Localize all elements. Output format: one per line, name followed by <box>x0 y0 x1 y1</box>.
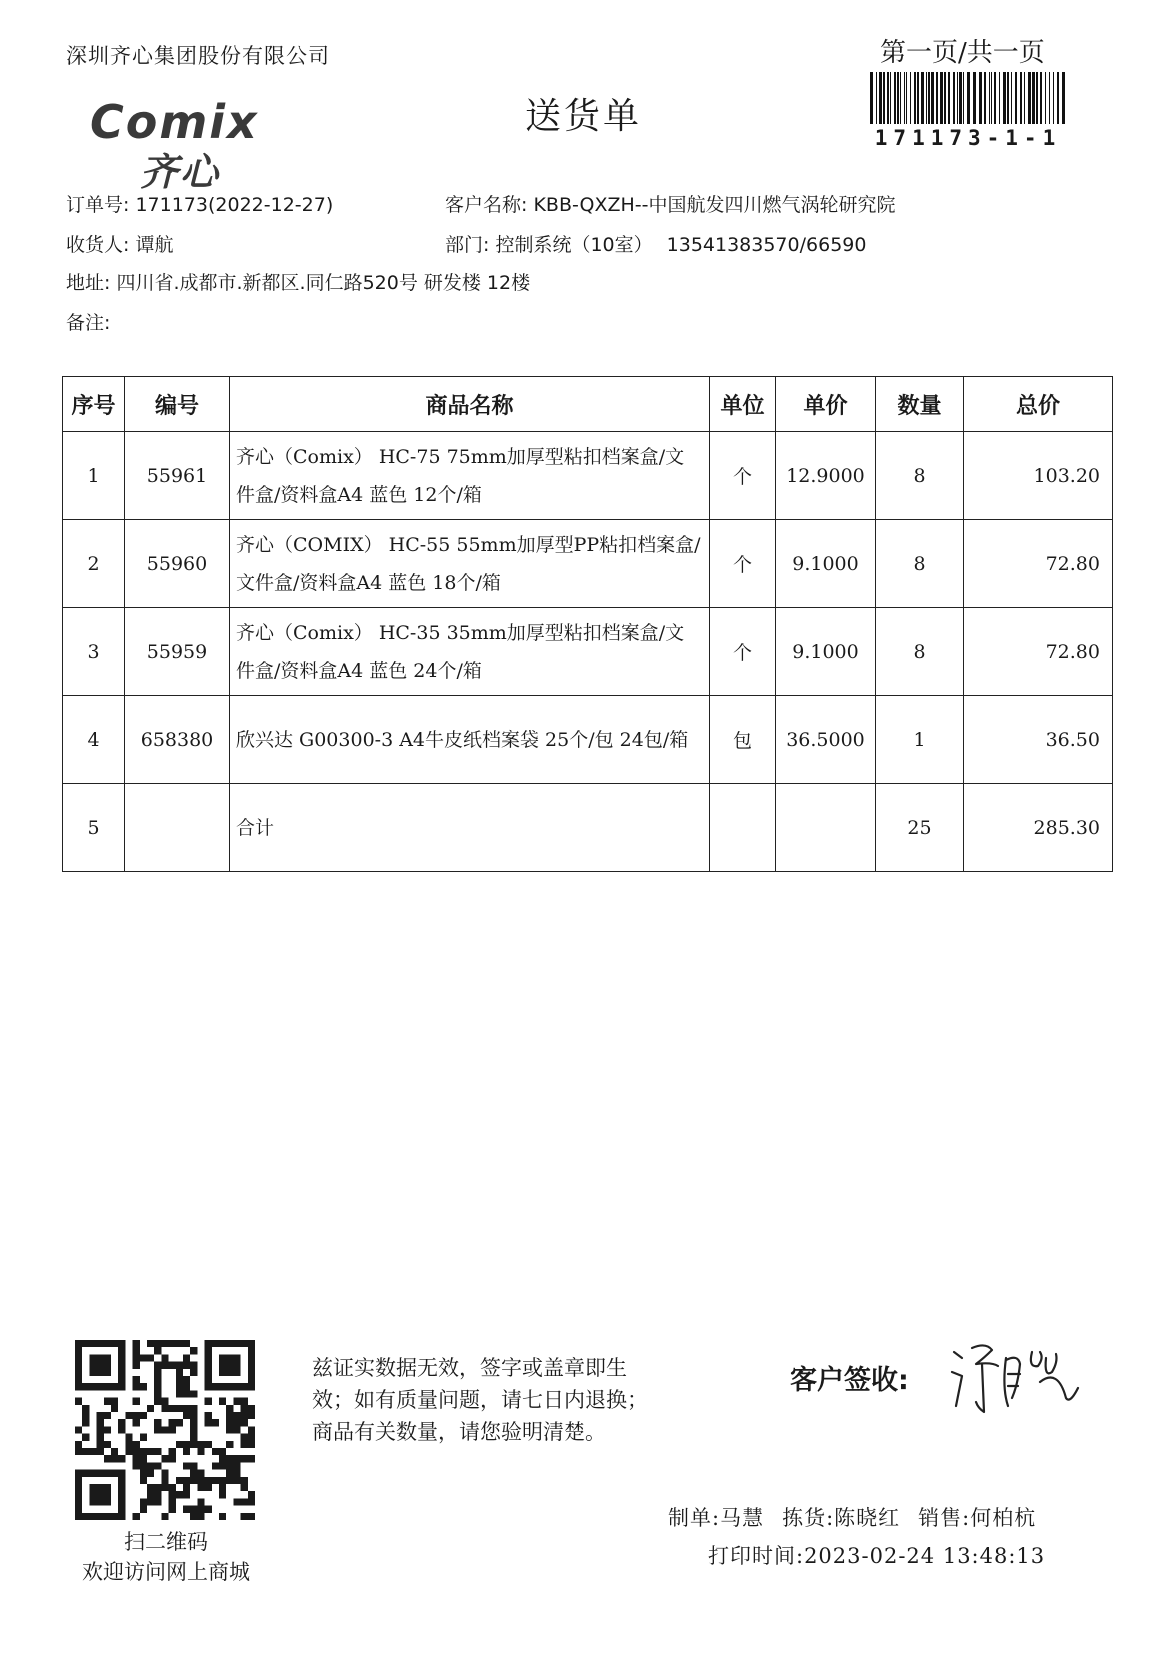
comix-logo <box>90 95 310 194</box>
document-title: 送货单 <box>525 96 643 137</box>
maker-text: 制单:马慧 <box>668 1506 765 1530</box>
cell-qty: 1 <box>876 696 964 784</box>
cell-seq: 5 <box>63 784 125 872</box>
cell-code: 55961 <box>125 432 230 520</box>
cell-unit: 个 <box>710 432 776 520</box>
header-code: 编号 <box>125 377 230 432</box>
page-indicator: 第一页/共一页 <box>880 38 1045 68</box>
cell-name: 合计 <box>230 784 710 872</box>
header-unit: 单位 <box>710 377 776 432</box>
signature-label: 客户签收: <box>790 1365 909 1396</box>
dept-phone: 13541383570/66590 <box>666 234 867 256</box>
cell-seq: 4 <box>63 696 125 784</box>
logo-text-en: Comix <box>90 95 259 149</box>
cell-unit: 包 <box>710 696 776 784</box>
table-header-row <box>63 377 1113 432</box>
cell-name: 齐心（Comix） HC-35 35mm加厚型粘扣档案盒/文件盒/资料盒A4 蓝色 24个/箱 <box>230 608 710 696</box>
order-number-field <box>66 190 333 217</box>
department-field <box>445 230 866 257</box>
logo-text-cn: 齐心 <box>140 150 221 194</box>
dept-label: 部门: <box>445 234 490 256</box>
notice-line: 商品有关数量，请您验明清楚。 <box>312 1420 606 1444</box>
company-name: 深圳齐心集团股份有限公司 <box>66 44 330 68</box>
cell-qty: 25 <box>876 784 964 872</box>
remark-label: 备注: <box>66 312 111 334</box>
cell-price: 9.1000 <box>776 520 876 608</box>
table-row <box>63 520 1113 608</box>
qr-caption-mall: 欢迎访问网上商城 <box>82 1560 250 1584</box>
receiver-field <box>66 230 173 257</box>
remark-field <box>66 308 110 335</box>
qr-caption-scan: 扫二维码 <box>124 1530 208 1554</box>
header-name: 商品名称 <box>230 377 710 432</box>
cell-seq: 2 <box>63 520 125 608</box>
notice-line: 效；如有质量问题，请七日内退换； <box>312 1388 648 1412</box>
cell-qty: 8 <box>876 608 964 696</box>
cell-unit: 个 <box>710 608 776 696</box>
table-row <box>63 608 1113 696</box>
cell-price: 9.1000 <box>776 608 876 696</box>
receiver-label: 收货人: <box>66 234 130 256</box>
header-seq: 序号 <box>63 377 125 432</box>
cell-qty: 8 <box>876 432 964 520</box>
items-table <box>62 376 1113 872</box>
cell-name: 欣兴达 G00300-3 A4牛皮纸档案袋 25个/包 24包/箱 <box>230 696 710 784</box>
cell-qty: 8 <box>876 520 964 608</box>
picker-text: 拣货:陈晓红 <box>782 1506 901 1530</box>
cell-total: 285.30 <box>964 784 1113 872</box>
cell-code: 55960 <box>125 520 230 608</box>
qr-code <box>75 1340 255 1520</box>
receiver-value: 谭航 <box>135 234 174 256</box>
cell-total: 103.20 <box>964 432 1113 520</box>
customer-value: KBB-QXZH--中国航发四川燃气涡轮研究院 <box>533 194 896 216</box>
customer-field <box>445 190 896 217</box>
header-qty: 数量 <box>876 377 964 432</box>
notice-line: 兹证实数据无效，签字或盖章即生 <box>312 1356 627 1380</box>
dept-value: 控制系统（10室） <box>495 234 653 256</box>
order-label: 订单号: <box>66 194 130 216</box>
address-field <box>66 268 530 295</box>
header-price: 单价 <box>776 377 876 432</box>
print-time: 打印时间:2023-02-24 13:48:13 <box>708 1544 1046 1568</box>
cell-total: 72.80 <box>964 608 1113 696</box>
cell-total: 72.80 <box>964 520 1113 608</box>
cell-code: 55959 <box>125 608 230 696</box>
cell-total: 36.50 <box>964 696 1113 784</box>
notice-text <box>312 1352 712 1448</box>
cell-price: 36.5000 <box>776 696 876 784</box>
barcode <box>868 72 1068 124</box>
table-total-row <box>63 784 1113 872</box>
sales-text: 销售:何柏杭 <box>918 1506 1037 1530</box>
address-value: 四川省.成都市.新都区.同仁路520号 研发楼 12楼 <box>116 272 531 294</box>
table-row <box>63 432 1113 520</box>
barcode-number: 171173-1-1 <box>874 126 1062 150</box>
staff-line <box>668 1502 1036 1532</box>
cell-name: 齐心（Comix） HC-75 75mm加厚型粘扣档案盒/文件盒/资料盒A4 蓝色 12个/箱 <box>230 432 710 520</box>
cell-unit <box>710 784 776 872</box>
order-value: 171173(2022-12-27) <box>135 194 334 216</box>
header-total: 总价 <box>964 377 1113 432</box>
cell-seq: 1 <box>63 432 125 520</box>
cell-price: 12.9000 <box>776 432 876 520</box>
handwritten-signature <box>948 1338 1098 1418</box>
cell-seq: 3 <box>63 608 125 696</box>
cell-name: 齐心（COMIX） HC-55 55mm加厚型PP粘扣档案盒/文件盒/资料盒A4 蓝色 18个/箱 <box>230 520 710 608</box>
cell-unit: 个 <box>710 520 776 608</box>
table-row <box>63 696 1113 784</box>
cell-code <box>125 784 230 872</box>
address-label: 地址: <box>66 272 111 294</box>
cell-price <box>776 784 876 872</box>
customer-label: 客户名称: <box>445 194 528 216</box>
cell-code: 658380 <box>125 696 230 784</box>
